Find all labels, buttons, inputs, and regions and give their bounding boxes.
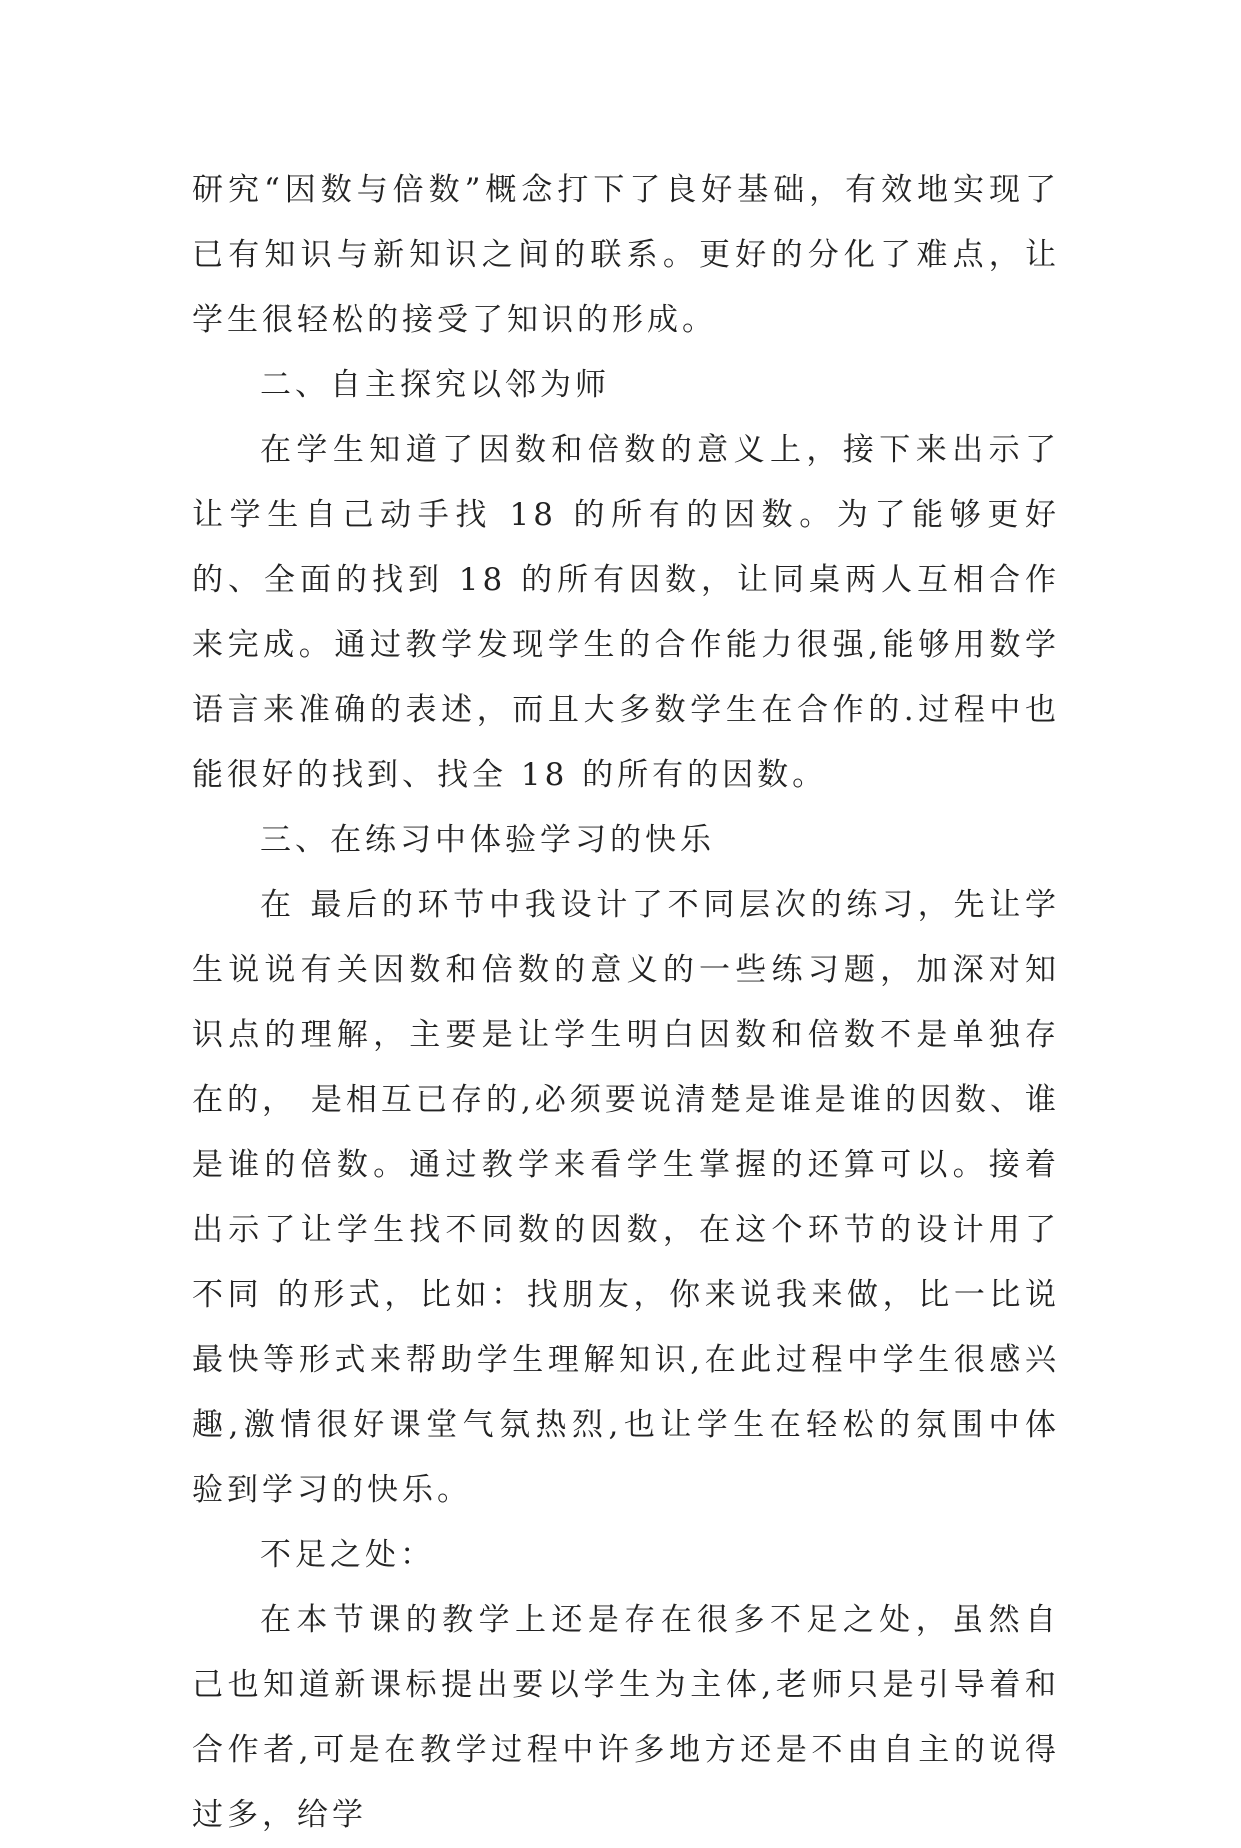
paragraph-continuation: 研究“因数与倍数”概念打下了良好基础，有效地实现了已有知识与新知识之间的联系。更好的分化了难点，让学生很轻松的接受了知识的形成。 <box>192 172 1060 338</box>
paragraph-exploration: 在学生知道了因数和倍数的意义上，接下来出示了让学生自己动手找 18 的所有的因数。为了能够更好的、全面的找到 18 的所有因数，让同桌两人互相合作来完成。通过教学发现学生的合作能力很强,能够用数学语言来准确的表述，而且大多数学生在合作的.过程中也能很好的找到、找全 18 的所有的因数。 <box>192 432 1060 793</box>
section-heading-2: 二、自主探究以邻为师 <box>260 367 610 403</box>
shortcomings-heading: 不足之处： <box>260 1537 435 1573</box>
paragraph-practice: 在 最后的环节中我设计了不同层次的练习，先让学生说说有关因数和倍数的意义的一些练习题，加深对知识点的理解，主要是让学生明白因数和倍数不是单独存在的， 是相互已存的,必须要说清楚是谁是谁的因数、谁是谁的倍数。通过教学来看学生掌握的还算可以。接着出示了让学生找不同数的因数，在这个环节的设计用了不同 的形式，比如：找朋友，你来说我来做，比一比说最快等形式来帮助学生理解知识,在此过程中学生很感兴趣,激情很好课堂气氛热烈,也让学生在轻松的氛围中体 验到学习的快乐。 <box>192 887 1060 1508</box>
paragraph-shortcomings: 在本节课的教学上还是存在很多不足之处，虽然自己也知道新课标提出要以学生为主体,老师只是引导着和合作者,可是在教学过程中许多地方还是不由自主的说得过多，给学 <box>192 1602 1060 1833</box>
section-heading-3: 三、在练习中体验学习的快乐 <box>260 822 715 858</box>
document-body <box>192 158 1060 1848</box>
